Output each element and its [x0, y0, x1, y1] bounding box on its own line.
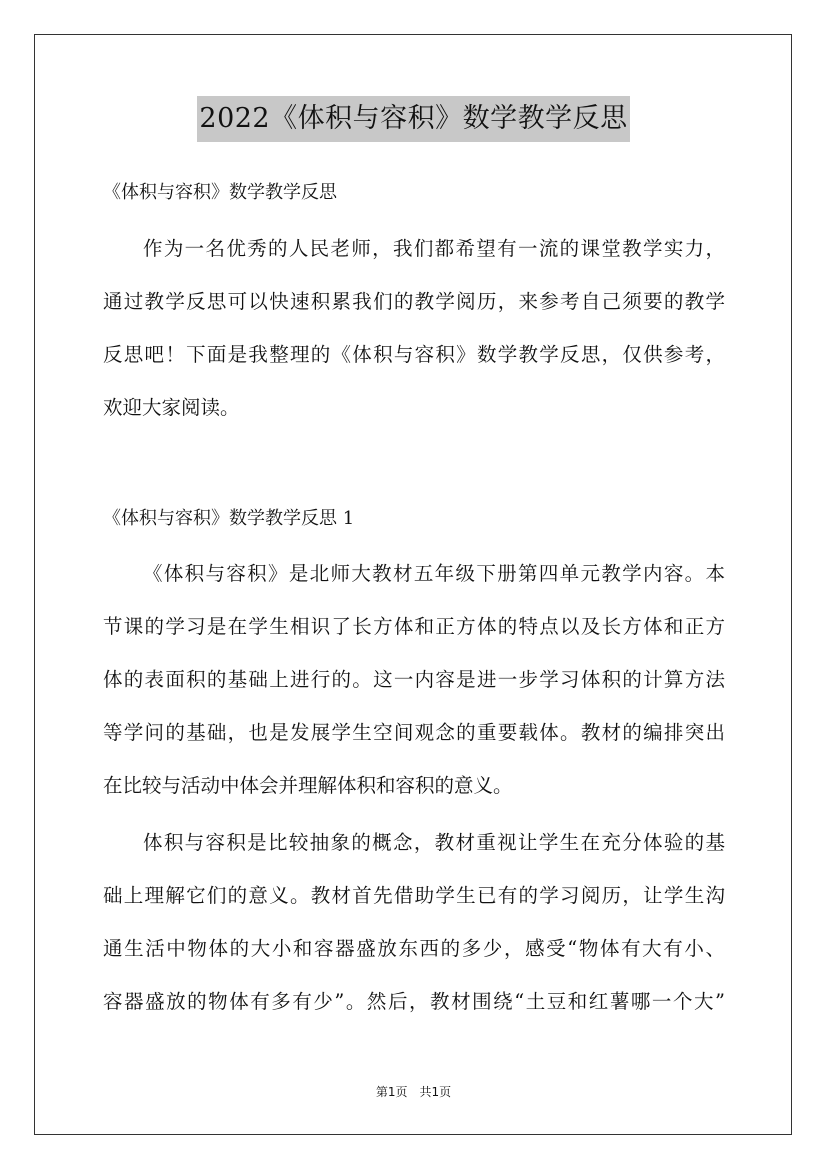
para1-line-1: 《体积与容积》是北师大教材五年级下册第四单元教学内容。本	[143, 562, 725, 585]
para1-line-5: 在比较与活动中体会并理解体积和容积的意义。	[103, 774, 513, 797]
para1-line-2: 节课的学习是在学生相识了长方体和正方体的特点以及长方体和正方	[103, 615, 725, 638]
intro-line-3: 反思吧！下面是我整理的《体积与容积》数学教学反思，仅供参考，	[103, 343, 725, 366]
intro-line-1: 作为一名优秀的人民老师，我们都希望有一流的课堂教学实力，	[143, 237, 725, 260]
section-heading-1: 《体积与容积》数学教学反思	[103, 182, 337, 203]
page-number-footer: 第1页 共1页	[375, 1085, 452, 1099]
intro-line-2: 通过教学反思可以快速积累我们的教学阅历，来参考自己须要的教学	[103, 290, 725, 313]
intro-line-4: 欢迎大家阅读。	[103, 396, 240, 419]
para1-line-4: 等学问的基础，也是发展学生空间观念的重要载体。教材的编排突出	[103, 721, 725, 744]
document-title: 2022《体积与容积》数学教学反思	[197, 96, 629, 142]
para2-line-1: 体积与容积是比较抽象的概念，教材重视让学生在充分体验的基	[143, 831, 725, 854]
section-heading-2: 《体积与容积》数学教学反思 1	[103, 508, 355, 529]
title-container	[0, 96, 827, 142]
para2-line-2: 础上理解它们的意义。教材首先借助学生已有的学习阅历，让学生沟	[103, 884, 725, 907]
para2-line-4: 容器盛放的物体有多有少”。然后，教材围绕“土豆和红薯哪一个大”	[103, 990, 725, 1013]
para2-line-3: 通生活中物体的大小和容器盛放东西的多少，感受“物体有大有小、	[103, 937, 725, 960]
para1-line-3: 体的表面积的基础上进行的。这一内容是进一步学习体积的计算方法	[103, 668, 725, 691]
